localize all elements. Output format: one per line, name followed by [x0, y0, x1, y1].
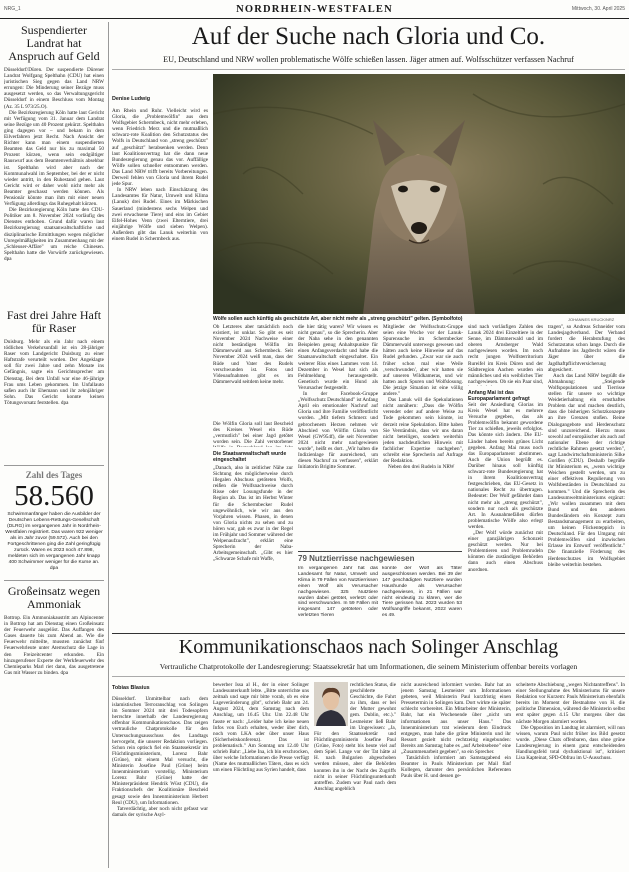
- story1-para: Die Bezirksregierung Köln hatte laut Gericht mit Verfügung vom 31. Januar dem Landrat seine Bezüge um 40 Prozent gekürzt. Spelthahn ging dagegen vor – und bekam in dem Eilverfahren jetzt Recht. Nach Ansicht der Richter kann man einem suspendierten Beamten das Geld nur bis zu maximal 50 Prozent kürzen, wenn sein endgültiger Rauswurf aus dem Beamtenverhältnis absehbar ist. Spelthahn wird aber nach der Kommunalwahl im September, bei der er nicht wieder antritt, in den Ruhestand gehen. Laut Gericht wird er daher wohl nicht mehr als Beamter geschasst werden können. Als Pensionär könnte man ihm mit einer neuen Verfügung allerdings das Ruhegehalt kürzen.: [4, 109, 104, 208]
- second-para: scheiterte Abschiebung „wegen Nichtantreffens". In einer Stellungnahme des Ministeriums für unsere Redaktion vor Kurzem: Pauls Ministerium ebenfalls bereits im Moment der Bestnahme von H. die politische Dimension, während die Ministerin selbst erst später gegen 4.15 Uhr morgens über das nächste Morgen alarmiert worden.: [516, 682, 625, 725]
- lead-col-2: [213, 324, 293, 421]
- second-para: Die Opposition im Landtag ist alarmiert, will nun wissen, warum Paul nicht früher ins Bild gesetzt wurde. „Diese Chats offenbaren, dass ohne grüne Landesregierung in einem ganz entscheidenden Handlungsfeld total dysfunktional ist", kritisiert Lisa Kapteinat, SPD-Obfrau im U-Ausschuss.: [516, 724, 625, 762]
- lead-rule: [112, 69, 625, 70]
- number-of-day-value: 58.560: [14, 480, 94, 512]
- second-para: Tatsächlich informiert am Samstagabend ein Beamter in Pauls Ministerium per Mail fünf Kollegen, darunter den persönlichen Referenten Pauls über H. und dessen ge-: [401, 755, 511, 780]
- lead-para: sind nach vorläufigen Zahlen des Lanuk 2024 drei Einzeltiere in der Senne, im Dämmerwald und im oberen Arnsberger Wald nachgewiesen worden. Im noch recht jungen Wolfsterritorium Rureifel im Kreis Düren und der Städteregion Aachen wurden ein männliches und ein weibliches Tier nachgewiesen. Ob sie ein Paar sind,: [468, 324, 543, 385]
- second-col-1: [112, 696, 208, 856]
- second-rule: [112, 676, 625, 677]
- issue-date: Mittwoch, 30. April 2025: [571, 6, 625, 12]
- second-col-3: [314, 731, 396, 856]
- stats-box-title: 79 Nutztierrisse nachgewiesen: [298, 554, 415, 563]
- second-author: Tobias Blasius: [112, 685, 150, 691]
- masthead: [0, 0, 629, 19]
- second-para: bewerber Issa al H., der in einer Solinger Landesunterkunft lebte. „Bitte unterrichte uns zeitnah und sage mir bitte vorab, ob es eine Lageveränderung gibt", schrieb Bahr am 24. August 2024, dem Samstag nach dem Anschlag, um 16.45 Uhr. Um 22.48 Uhr fasste er nach: „Leider habe ich keine neuen Infos von Euch erhalten, weder über dich, noch vom LKA oder über unser Haus (Sicherheitskonferenz). Das ist problematisch." Am Sonntag um 12.40 Uhr schrieb Bahr: „Liebe Ina, ich bin erschrocken, über welche Informationen die Presse verfügt (Name des mutmaßlichen Täters, dass es sich um einen Flüchtling aus Syrien handelt, dass: [213, 682, 309, 774]
- second-headline: Kommunikationschaos nach Solinger Anschlag: [178, 636, 559, 658]
- lead-col-1: [112, 108, 208, 421]
- second-col-3-top: [350, 682, 396, 730]
- lead-headline: Auf der Suche nach Gloria und Co.: [191, 23, 546, 50]
- second-para: Tatverdächtig, aber noch nicht gefasst war damals der syrische Asyl-: [112, 805, 208, 818]
- lead-col-5: [468, 324, 543, 386]
- lead-col-2b: [213, 465, 293, 602]
- lead-para: Seit der Ansiedlung Glorias im Kreis Wesel hat es mehrere Versuche gegeben, das als Problemwölfin bekannt gewordene Tier zu schießen, jeweils erfolglos. Das könnte sich ändern. Die EU-Länder haben bereits grünes Licht gegeben. Anfang Mai muss noch das Europaparlament abstimmen. Auch die Union begrüßt es. Darüber hinaus soll künftig schwarz-rote Bundesregierung hat in ihrem Koalitionsvertrag festgeschrieben, das EU-Gesetz in nationales Recht zu übertragen. Bedeutet: Der Wolf gefährdet dann nicht mehr als „streng geschützt", sondern nur noch als geschützte Art. In Ausnahmefällen dürfen problematische Wölfe also erlegt werden.: [468, 402, 543, 530]
- left-column: [4, 22, 104, 868]
- story2-headline: Fast drei Jahre Haft für Raser: [6, 308, 102, 335]
- second-para: Für den Staatssekretär und Flüchtlingsministerin Josefine Paul (Grüne, Foto) steht bis heute viel auf dem Spiel. Lange vor der Tat hätte al H. nach Bulgarien abgeschoben werden müssen, aber die Behörden konnten ihn in der Nacht des Zugriffs nicht in seiner Flüchtlingsunterkunft antreffen. Zudem war Paul nach dem Anschlag angeblich: [314, 731, 396, 792]
- portrait-image: [314, 682, 348, 726]
- minister-photo: [314, 682, 348, 726]
- story3-headline: Großeinsatz wegen Ammoniak: [4, 580, 104, 611]
- story2-para: Duisburg. Mehr als ein Jahr nach einem tödlichen Verkehrsunfall ist ein 28-jähriger Raser vom Landgericht Duisburg zu einer Haftstrafe verurteilt worden. Der Angeklagte soll für zwei Jahre und zehn Monate ins Gefängnis, sagte ein Gerichtssprecher am Dienstag. Bei dem Unfall war eine 46-jährige Frau ums Leben gekommen. Im Unfallauto saßen auch ihr Ehemann und ihr zehnjähriger Sohn. Das Gericht konnte keinen Tötungsvorsatz feststellen. dpa: [4, 339, 104, 406]
- lead-para: In der Facebook-Gruppe „Wolfsschutz Deutschland" ist Anfang April ein emotionaler Nachruf auf Gloria und ihre Familie veröffentlicht worden. „Mit tiefem Schmerz und gebrochenem Herzen nehmen wir Abschied von Wölfin Gloria von Wesel (GW954f), die seit November 2024 nicht mehr nachgewiesen wurde", heißt es dort. „Wir halten die Indizienlage für ausreichend, um diesen Nachruf zu verfassen", erklärt Initiatorin Brigitte Sommer.: [298, 391, 378, 471]
- section-rule: [112, 633, 625, 634]
- story1-headline: Suspendierter Landrat hat Anspruch auf Geld: [8, 23, 100, 63]
- lead-para: „Der Wolf würde zunächst mit einer ganzjährigen Schonzeit geschützt werden. Nur bei Problemtieren und Problemrudeln könnten die zuständigen Behörden dann auch einen Abschuss anordnen.: [468, 529, 543, 573]
- story1-para: Die Bezirksregierung Köln hatte den CDU-Politiker am 8. November 2024 vorläufig des Dienstes enthoben. Grund dafür waren laut Bezirksregierung staatsanwaltschaftliche und disziplinarische Ermittlungen wegen möglicher Unregelmäßigkeiten im Zusammenhang mit der „Schleuser-Affäre" um reiche Chinesen. Spelthahn hatte die Vorwürfe zurückgewiesen. dpa: [4, 207, 104, 262]
- lead-para: Auch das Land NRW begrüßt die Abmahnung: „Steigende Wolfspopulationen und Tierrisse stellen für unsere so wichtige Weidetierhaltung ein ernsthaftes Problem dar und machen deutlich, dass die bisherigen Schutzkonzepte an ihre Grenzen stoßen. Reine Dialogangebote und Herdenschutz sind unzureichend. Hierzu muss sowohl auf europäischer als auch auf nationaler Ebene der richtige rechtliche Rahmen gesetzt werden", sagt Landwirtschaftsministerin Silke Gorißen (CDU). Deshalb begrüße ihr Ministerium es, „wenn wichtige Weichen gestellt werden, um zu einer effektiven Regulierung von Wolfsbeständen in Deutschland zu kommen." Und die Sprecherin des Landesumweltministeriums ergänzt: „Wir wollen zusammen mit dem Bund und den anderen Bundesländern ein Konzept zum Bestandsmanagement zu erarbeiten, um keinen Flickenteppich in Deutschland. Für den Umgang mit Problemwölfen sind inzwischen Erlasse im Entwurf veröffentlicht." Die finanzielle Förderung des Herdenschutzes im Wolfsgebiet bleibe weiterhin bestehen.: [548, 372, 625, 568]
- number-of-day-box: [4, 465, 104, 572]
- photo-credit: JOHANNES KRUCK/NRZ: [568, 317, 615, 322]
- second-col-5: [516, 682, 625, 856]
- story1-para: Düsseldorf/Düren. Der suspendierte Dürener Landrat Wolfgang Spelthahn (CDU) hat einen juristischen Sieg gegen das Land NRW errungen: Die Minderung seiner Bezüge muss ausgesetzt werden, so das Verwaltungsgericht Düsseldorf in einem Beschluss vom Montag (Az. 35 L 973/25.O).: [4, 67, 104, 110]
- stats-box-col-2: konnte der Wolf als Täter ausgeschlossen werden. Bei 39 der 147 geschädigten Nutztiere wurden Haushunde als Verursacher nachgewiesen, in 21 Fällen war nicht eindeutig zu klären, wer die Tiere gerissen hat. 2023 wurden 53 Wolfsangriffe bekannt, 2022 waren es 49.: [382, 566, 462, 619]
- lead-para: In NRW leben nach Einschätzung des Landesamtes für Natur, Umwelt und Klima (Lanuk) drei Rudel. Eines im Märkischen Sauerland (mindestens sechs Welpen und zwei erwachsene Tiere) und eins im Gebiet Eifel-Hohes Venn (zwei Elterntiere, drei einjährige Wölfe und sieben Welpen). Außerdem gibt das Lanuk weiterhin von einem Rudel in Schermbeck aus.: [112, 187, 208, 242]
- story3-para: Bottrop. Ein Ammoniakaustritt am Alpincenter in Bottrop hat am Dienstag einen Großeinsatz der Feuerwehr ausgelöst. Das Auffangen des Gases dauerte bis zum Abend an. Wie die Feuerwehr mitteilte, mussten zunächst fünf Feuerwehrleute unter Atemschutz die Lage in den Freizeitcenter erkunden. Ein hinzugerufener Experte der Werkfeuerwehr des Chemieparks Marl riet dann, das ausgetretene Gas mit Wasser zu binden. dpa: [4, 615, 104, 676]
- second-para: rechtlichen Status, die geschilderte Geschichte, die Fahrt zu ihm, dass er bei der Mutter gewohnt gem. Dublin, etc.)." Lesmeister ließ Bahr im Ungewissen: „Ja,: [350, 682, 396, 730]
- lead-col-5b: [468, 402, 543, 630]
- second-subheadline: Vertrauliche Chatprotokolle der Landesregierung: Staatssekretär hat um Informationen, die seinem Ministerium offenbar bereits vorlagen: [159, 662, 578, 671]
- lead-subhead-b: Anfang Mai ist das Europaparlament gefragt: [468, 390, 530, 402]
- story2-body: [4, 339, 104, 459]
- story3-body: [4, 615, 104, 705]
- lead-author: Denise Ludwig: [112, 96, 151, 102]
- column-divider: [108, 22, 109, 868]
- lead-col-4: [383, 324, 463, 550]
- wolf-image: [213, 74, 625, 314]
- stats-box-col-1: Im vergangenen Jahr hat das Landesamt für Natur, Umwelt und Klima in 79 Fällen von Nutztierrissen einen Wolf als Verursacher nachgewiesen. 325 Nutztiere wurden dabei getötet, verletzt oder sind verschwunden. In 59 Fällen mit insgesamt 147 getöteten oder verletzten Tieren: [298, 566, 378, 619]
- lead-subheadline: EU, Deutschland und NRW wollen problematische Wölfe schießen lassen. Jäger atmen auf. Wolfsschützer verfassen Nachruf: [163, 55, 574, 64]
- photo-caption: Wölfe sollen auch künftig als geschützte Art, aber nicht mehr als „streng geschützt" gelten. (Symbolfoto): [213, 316, 463, 322]
- lead-subhead-a: Die Staatsanwaltschaft wurde eingeschaltet: [213, 451, 287, 463]
- lead-col-6: [548, 324, 625, 630]
- stats-box: [298, 551, 462, 631]
- second-col-2: [213, 682, 309, 856]
- number-of-day-label: Zahl des Tages: [25, 470, 83, 480]
- lead-para: tragen", so Andreas Schneider vom Landesjagdverband. Der Verband fordert die Herabstufung des Schutzstatus schon lange. Durch die Aufnahme ins Jagdrecht wären die Jäger über die Jagdhaftpflichtversicherung abgesichert.: [548, 324, 625, 373]
- lead-col-2-cont: [213, 421, 293, 447]
- second-para: nicht ausreichend informiert worden. Bahr hat an jenem Samstag Lesmeister um Informationen gebeten, weil Ministerin Paul kurzfristig einen Pressetermin in Solingen kam. Dort wirkte sie später schlecht vorbereitet. Ein Mitarbeiter der Ministerin, Bahr, hat ein Wochenende über „nicht um informationen aus unser Haus." Das Innenministerium trat wiederum dem Eindruck entgegen, man habe die grüne Ministerin und ihr Ressort gezielt nicht rechtzeitig eingebunden: Bereits am Samstag habe es „auf Arbeitsebene" eine „Zusammenarbeit gegeben", so ein Sprecher.: [401, 682, 511, 756]
- second-para: Düsseldorf. Unmittelbar nach dem islamistischen Terroranschlag von Solingen im Sommer 2024 mit drei Todesopfern herrschte innerhalb der Landesregierung offenbar Kommunikationschaos. Das zeigen vertrauliche Chatprotokolle für den Untersuchungsausschuss des Landtags hervorgeht, die unserer Redaktion vorliegen. Schon rein optisch fiel ein Staatssekretär im Flüchtlingsministerium, Lorenz Bahr (Grüne), mit einem Mal versucht, die Ministerin Josefine Paul (Grüne) beim Innenministerium vorstellig. Ministerium Lorenz Bahr (Grüne) hatte der Ministerpräsident Hendrik Wüst (CDU), die Fraktionschefs der Koalitionäre Bescheid gesagt sowie den Innenministerium Herbert Reul (CDU), um Informationen.: [112, 696, 208, 806]
- lead-para: Am Rhein und Ruhr. Vielleicht wird es Gloria, die „Problemwölfin" aus dem Wolfsgebiet Schermbeck, nicht mehr erleben, wenn Friedrich Merz und die mutmaßlich schwarz-rote Koalition den Schutzstatus des Wolfs in Deutschland von „streng geschützt" auf „geschützt" herabsenken werden. Denn laut Koalitionsvertrag hat die dann neue Bundesregierung genau das vor. Auffällige Wölfe sollen schneller entnommen werden. Das Land NRW trifft bereits Vorbereitungen. Derweil fehlen von Gloria und ihrem Rudel jede Spur.: [112, 108, 208, 188]
- section-title: NORDRHEIN-WESTFALEN: [236, 4, 393, 15]
- lead-para: Die Wölfin Gloria soll laut Bescheid des Kreises Wesel ein Rüde „vermutlich" bei einer Jagd getötet worden sein. Die Zahl verstorbener: [213, 421, 293, 446]
- story1-body: [4, 67, 104, 303]
- number-of-day-text: Schwimmanfänger haben die Ausbilder der Deutschen Lebens-Rettungs-Gesellschaft (DLRG) im vergangenen Jahr in Nordrhein-Westfalen registriert. Das waren 922 weniger als im Jahr zuvor (59.572). Auch bei den Fortgeschrittenen ging die Zahl geringfügig zurück. Waren es 2023 noch 47.898, meldeten sich im vergangenen Jahr knapp 400 Schwimmer weniger für die Kurse an. dpa: [5, 512, 103, 571]
- lead-para: Das Lanuk will die Spekulationen nicht annähern: „Dass die Wölfin verendet oder auf andere Weise zu Tode gekommen sein könnte, ist derzeit reine Spekulation. Bitte haben Sie Verständnis, dass wir uns daran nicht beteiligen, sondern weiterhin jeden nachdeutlichen Hinweis mit fachlicher Expertise nachgehen", schreibt eine Sprecherin auf Anfrage der Redaktion.: [383, 397, 463, 465]
- lead-para: Neben den drei Rudeln in NRW: [388, 464, 455, 471]
- lead-para: „Danach, also in zeitlicher Nähe zur Sichtung des möglicherweise durch illegalen Abschuss getöteten Wolfs, reißen die Wolfsnachweise durch Risse oder Losungsfunde in der Region ab. Das ist im Herbst Winter für die Schermbecker Rudel ungewöhnlich, wie wir aus den Vorjahren wissen. Phasen, in denen von Gloria nichts zu sehen und zu hören war, gab es zwar in der Regel im Frühjahr und Sommer während der Welpenaufzucht", erklärt eine Sprecherin der Naba-Arbeitsgemeinschaft. „Gibt es hier „Schwarze Schafe mit Waffe,: [213, 465, 293, 563]
- wolf-photo: [213, 74, 625, 314]
- lead-para: Ob Letzteres aber tatsächlich noch existiert, ist unklar. So gibt es seit November 2024 Nachweise einer nicht beständigen Wölfin im Dämmerwald aus Schermbeck. Seit November 2024 weiß man, dass der Rüde und Vater des Rudels verschwunden ist. Fotos und Videoaufnahmen gibt es im Dämmerwald seitdem keine mehr.: [213, 324, 293, 385]
- page-id: NRG_1: [4, 6, 21, 12]
- lead-para: die hier tätig waren? Wir wissen es nicht genau", so die Sprecherin. Aber der Naba sehe in den genannten Beispielen genug Anhaltspunkte für einen Anfangsverdacht und habe die Staatsanwaltschaft eingeschaltet. Ein weiterer Riss eines Lammes vom 14. Dezember in Wesel hat sich als Fehlmeldung herausgestellt. Genetisch wurde ein Hund als Verursacher festgestellt.: [298, 324, 378, 391]
- lead-para: Mitglieder der Wolfsschutz-Gruppe seien eine Woche vor der Lanuk-Spurensuche im Schermbecker Dämmerwald unterwegs gewesen und hätten auch keine Hinweise auf das Rudel gefunden. „Zwar war sie auch früher schon mal eine Weile ‚verschwunden', aber wir hatten sie auf unseren Wildkameras, und wir hatten auch Spuren und Wolfslosung. Die jetzige Situation ist eine völlig andere.": [383, 324, 463, 398]
- second-col-4: [401, 682, 511, 856]
